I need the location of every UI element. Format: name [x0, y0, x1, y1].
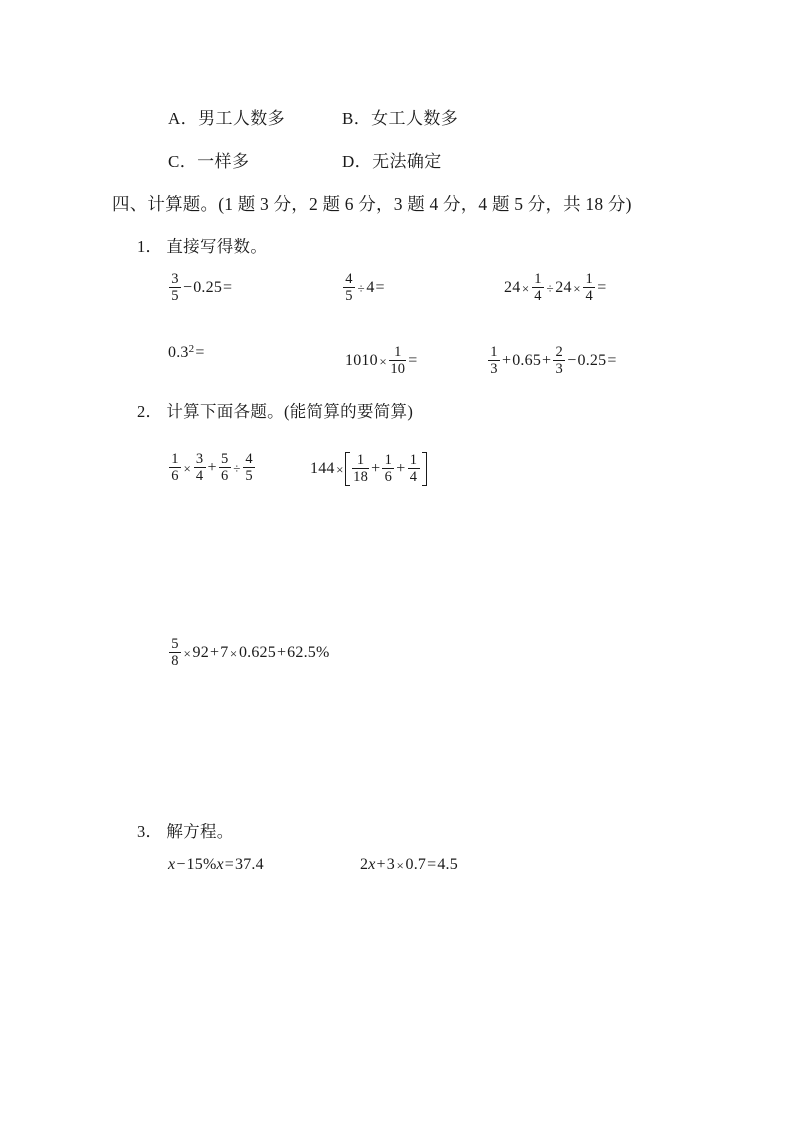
work-space-problem-2a — [137, 490, 657, 620]
coefficient-2: 2 — [360, 856, 369, 873]
value-144: 144 — [310, 460, 335, 478]
expression-3over5-minus-0.25 — [168, 272, 233, 304]
variable-x: x — [368, 856, 376, 873]
equals-sign: = — [427, 856, 437, 873]
operator-plus-1: + — [371, 460, 381, 478]
fraction-1-over-3: $\frac{1}{3}$ — [488, 345, 500, 377]
operator-multiply-2: × — [573, 280, 581, 296]
variable-x-2: x — [216, 856, 224, 873]
expression-4over5-div-4 — [342, 272, 386, 304]
fraction-3-over-5: $\frac{3}{5}$ — [169, 272, 181, 304]
problem-3-number: 3． — [137, 822, 163, 841]
section-heading — [112, 191, 632, 216]
value-62.5-percent: 62.5% — [287, 644, 330, 662]
problem-3-title: 解方程。 — [166, 822, 234, 841]
equals-sign: = — [223, 279, 233, 297]
value-24-second: 24 — [555, 279, 572, 297]
bracket-right-icon — [422, 452, 427, 486]
operator-multiply: × — [183, 460, 192, 476]
choice-letter-c: C． — [168, 152, 198, 171]
operator-multiply-2: × — [229, 645, 238, 661]
operator-minus: − — [183, 279, 193, 297]
expression-third-plus-0.65-plus-twothirds-minus-0.25 — [487, 345, 618, 377]
choice-option-c[interactable] — [168, 147, 249, 172]
problem-1-title: 直接写得数。 — [166, 237, 268, 256]
operator-multiply: × — [379, 353, 387, 369]
fraction-1-over-4-second: $\frac{1}{4}$ — [583, 272, 595, 304]
value-0.3: 0.3 — [168, 344, 189, 361]
section-number: 四、 — [112, 194, 148, 214]
value-3: 3 — [386, 856, 395, 873]
value-7: 7 — [220, 644, 229, 662]
operator-minus: − — [176, 856, 186, 873]
value-0.25: 0.25 — [577, 352, 607, 370]
expression-fiveeighths-times-92-plus-7-times-0.625-plus-62.5pct — [168, 637, 330, 669]
equation-x-minus-15pct-x-equals-37.4 — [168, 857, 264, 873]
operator-divide: ÷ — [546, 280, 554, 296]
fraction-5-over-6: $\frac{5}{6}$ — [219, 452, 231, 484]
operator-plus: + — [376, 856, 386, 873]
choice-option-a[interactable] — [168, 104, 285, 129]
work-space-problem-2b — [137, 670, 657, 810]
value-92: 92 — [192, 644, 209, 662]
fraction-1-over-6: $\frac{1}{6}$ — [169, 452, 181, 484]
operator-plus-1: + — [209, 644, 220, 662]
equals-sign: = — [375, 279, 385, 297]
problem-1-heading — [137, 233, 267, 257]
section-title: 计算题。 — [147, 194, 219, 214]
equals-sign: = — [408, 352, 418, 370]
operator-divide: ÷ — [357, 280, 365, 296]
value-37.4: 37.4 — [235, 856, 264, 873]
problem-2-title: 计算下面各题。(能简算的要简算) — [166, 402, 414, 421]
equals-sign: = — [224, 856, 235, 873]
fraction-1-over-18: $\frac{1}{18}$ — [353, 451, 369, 485]
expression-24-times-quarter-div-24-times-quarter — [504, 272, 607, 304]
operator-multiply: × — [336, 461, 344, 477]
problem-3-heading — [137, 818, 234, 842]
fraction-4-over-5: $\frac{4}{5}$ — [343, 272, 355, 304]
expression-0.3-squared — [168, 342, 206, 361]
value-0.7: 0.7 — [405, 856, 427, 873]
fraction-4-over-5: $\frac{4}{5}$ — [243, 452, 255, 484]
operator-multiply: × — [396, 857, 404, 873]
value-1010: 1010 — [345, 352, 378, 370]
fraction-2-over-3: $\frac{2}{3}$ — [553, 345, 565, 377]
choice-label-c: 一样多 — [197, 152, 250, 171]
value-24-first: 24 — [504, 279, 521, 297]
value-0.25: 0.25 — [193, 279, 223, 297]
problem-1-number: 1． — [137, 237, 163, 256]
choice-label-b: 女工人数多 — [371, 109, 459, 128]
operator-multiply-1: × — [183, 645, 192, 661]
operator-plus-2: + — [396, 460, 406, 478]
choice-label-d: 无法确定 — [372, 152, 442, 171]
fraction-1-over-4: $\frac{1}{4}$ — [408, 453, 420, 485]
operator-plus-2: + — [276, 644, 287, 662]
fraction-1-over-10: $\frac{1}{10}$ — [390, 343, 406, 377]
problem-2-number: 2． — [137, 402, 163, 421]
square-bracket-group — [345, 452, 426, 486]
section-scoring: (1 题 3 分，2 题 6 分，3 题 4 分，4 题 5 分，共 18 分) — [218, 194, 632, 214]
expression-144-times-bracket-sum — [310, 452, 427, 486]
operator-plus: + — [207, 459, 217, 477]
operator-minus: − — [567, 352, 577, 370]
fraction-1-over-6: $\frac{1}{6}$ — [382, 453, 394, 485]
choice-letter-d: D． — [342, 152, 373, 171]
fraction-3-over-4: $\frac{3}{4}$ — [194, 452, 206, 484]
choice-label-a: 男工人数多 — [198, 109, 286, 128]
expression-sixth-times-threequarters-plus-fivesixths-div-fourfifths — [168, 452, 256, 484]
value-15-percent: 15% — [186, 856, 217, 873]
equals-sign: = — [597, 279, 607, 297]
value-0.65: 0.65 — [512, 352, 542, 370]
choice-option-d[interactable] — [342, 147, 442, 172]
bracket-contents — [350, 452, 421, 486]
variable-x-1: x — [168, 856, 176, 873]
equals-sign: = — [195, 344, 205, 361]
fraction-5-over-8: $\frac{5}{8}$ — [169, 637, 181, 669]
operator-multiply-1: × — [521, 280, 530, 296]
operator-plus-2: + — [542, 352, 552, 370]
expression-1010-times-1over10 — [345, 345, 419, 377]
exponent-2: 2 — [188, 342, 195, 355]
choice-letter-a: A． — [168, 109, 199, 128]
equals-sign: = — [607, 352, 617, 370]
value-4.5: 4.5 — [437, 856, 458, 873]
operator-divide: ÷ — [233, 460, 241, 476]
fraction-1-over-4-first: $\frac{1}{4}$ — [532, 272, 544, 304]
value-4: 4 — [366, 279, 375, 297]
equation-2x-plus-3-times-0.7-equals-4.5 — [360, 857, 458, 873]
problem-2-heading — [137, 398, 413, 422]
value-0.625: 0.625 — [238, 644, 276, 662]
choice-option-b[interactable] — [342, 104, 458, 129]
choice-letter-b: B． — [342, 109, 372, 128]
work-space-problem-3 — [137, 890, 657, 1090]
operator-plus-1: + — [502, 352, 512, 370]
